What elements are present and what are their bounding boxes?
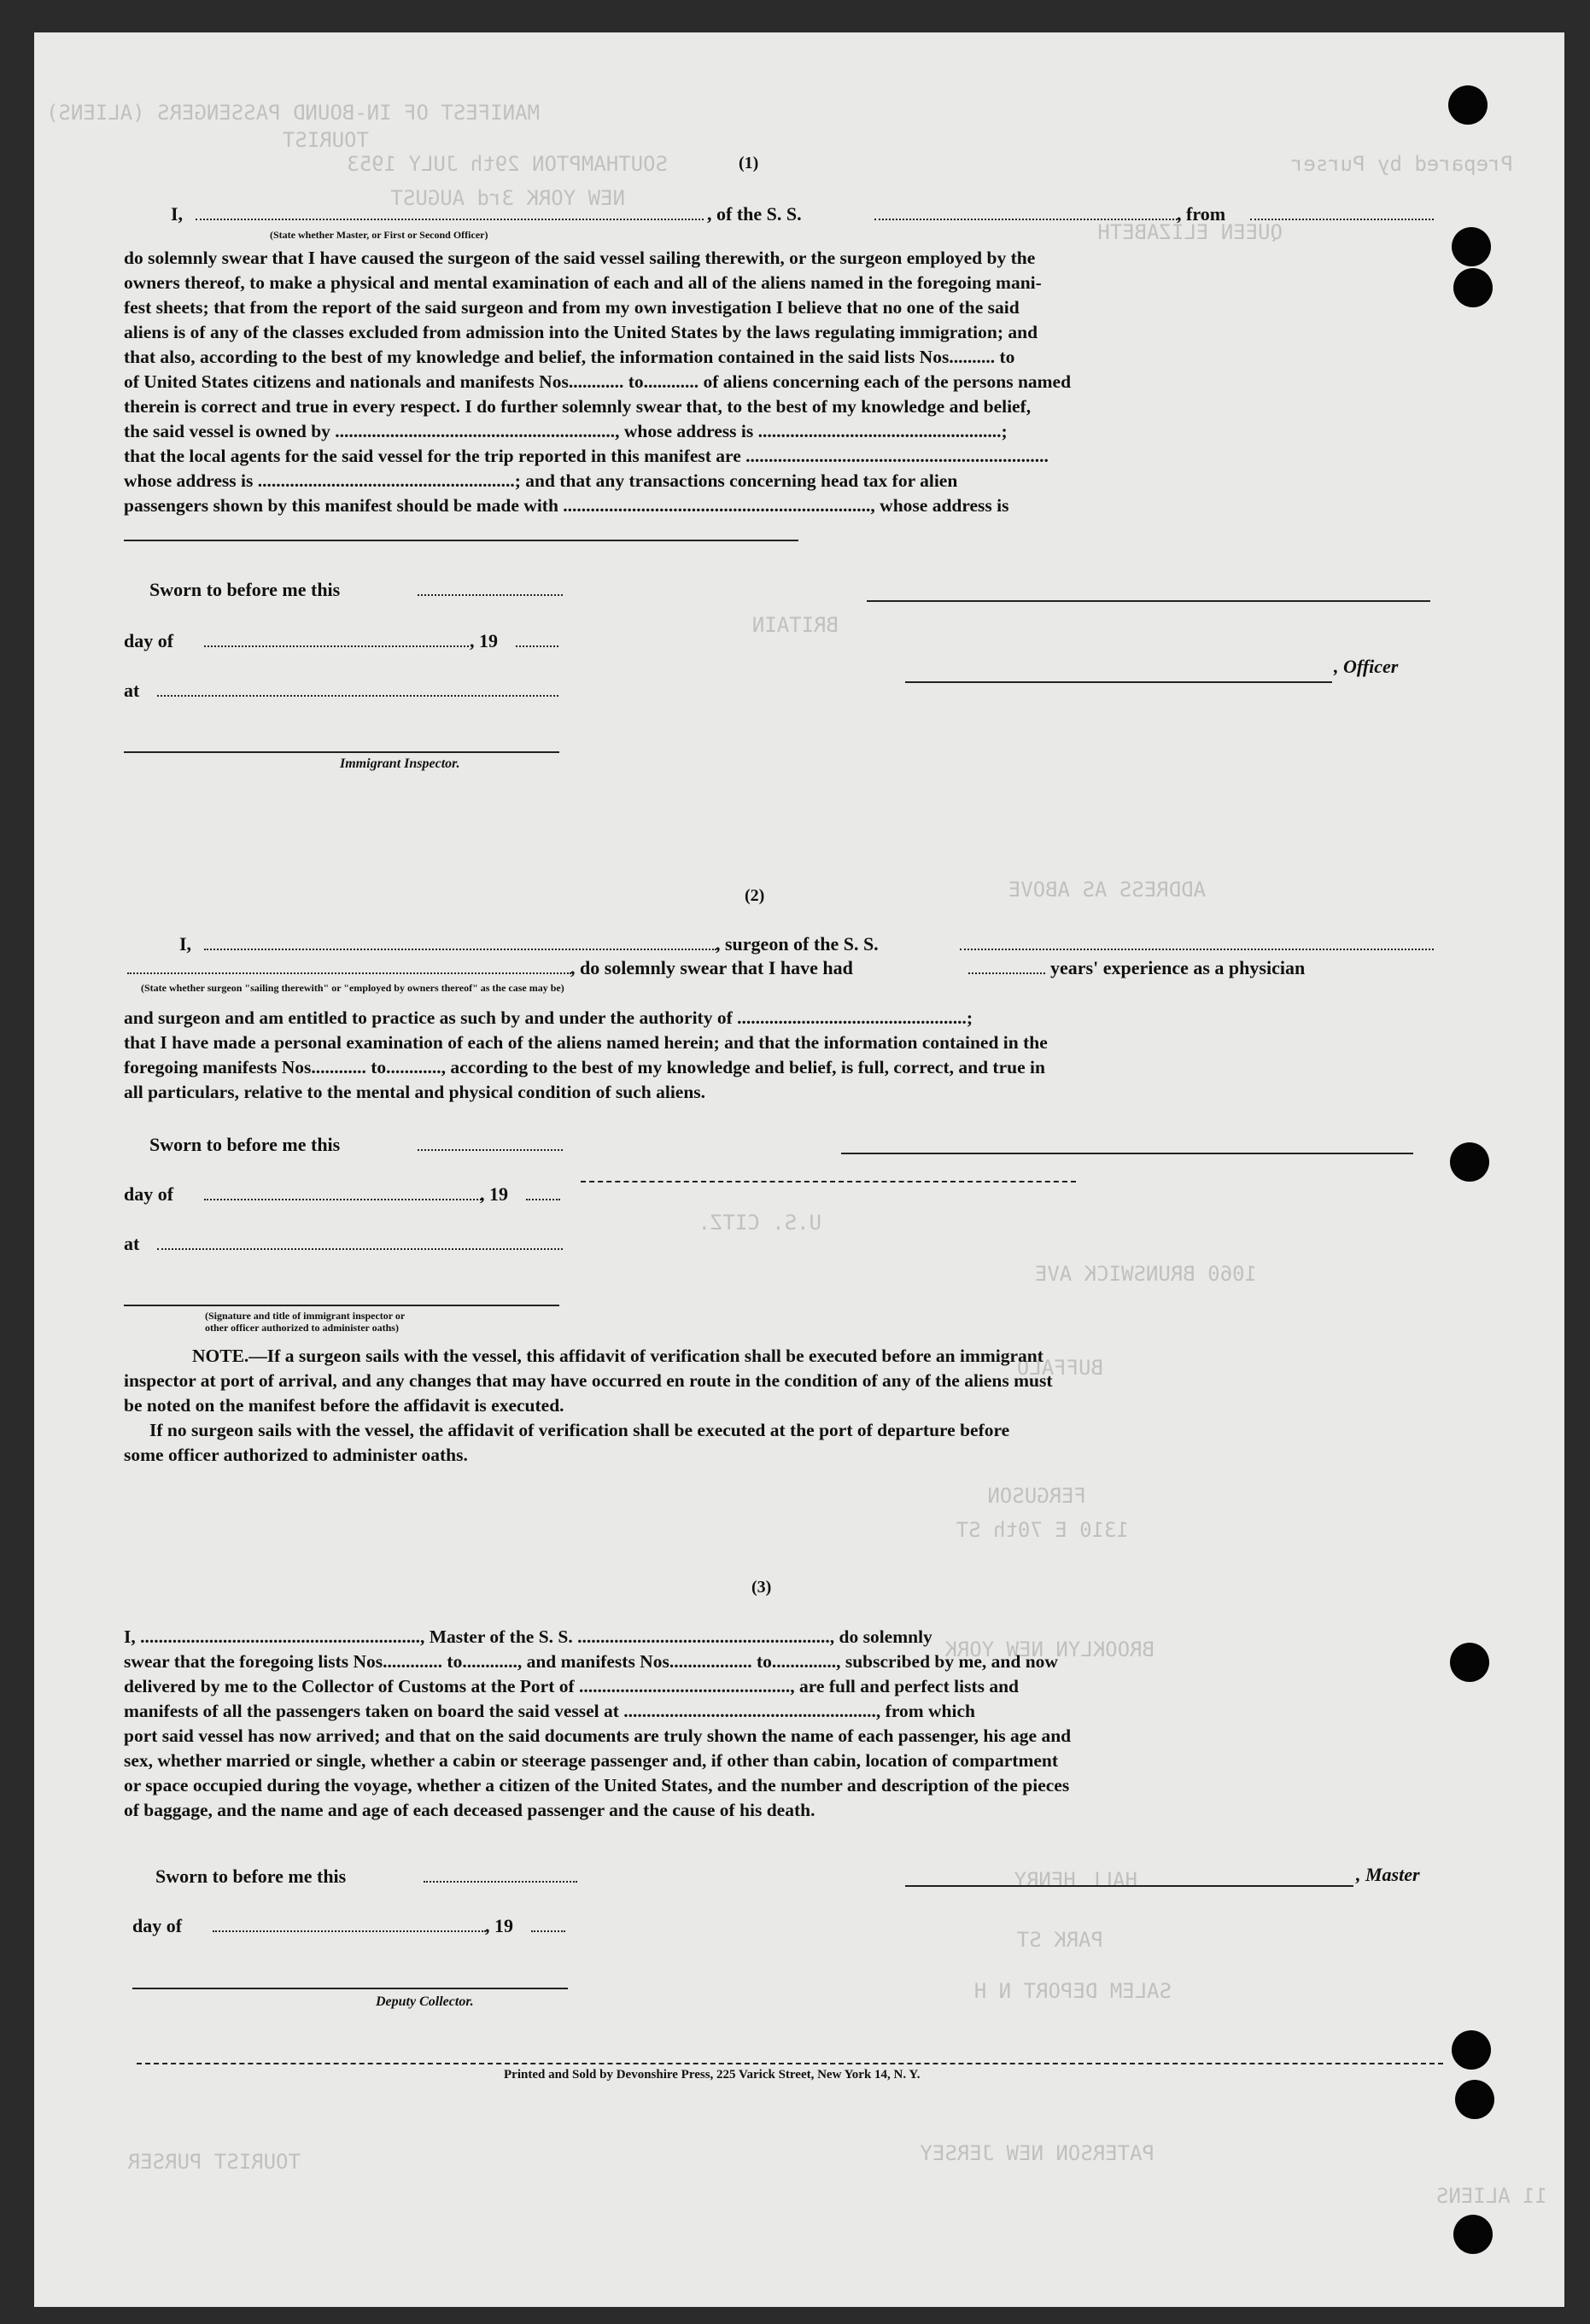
s2-day-label: day of	[124, 1183, 174, 1205]
s1-oath-paragraph	[124, 246, 1435, 518]
s1-at-blank	[157, 680, 558, 697]
bleed-text: U.S. CITZ.	[698, 1211, 821, 1235]
bleed-text: 11 ALIENS	[1435, 2184, 1547, 2208]
s2-sailing-blank	[127, 957, 571, 974]
s2-para-line: foregoing manifests Nos............ to............, according to the best of my knowledge and belief, is full, correct, and true in	[124, 1057, 1045, 1077]
s3-day-blank	[213, 1915, 486, 1932]
s2-i-label: I,	[179, 933, 192, 955]
s1-para-line: do solemnly swear that I have caused the surgeon of the said vessel sailing therewith, or the surgeon employed by the	[124, 248, 1036, 268]
s2-sig-note-2: other officer authorized to administer oaths)	[205, 1322, 399, 1334]
s1-address-line	[124, 540, 798, 541]
s3-para-line: of baggage, and the name and age of each deceased passenger and the cause of his death.	[124, 1800, 815, 1820]
s1-para-line: fest sheets; that from the report of the said surgeon and from my own investigation I believe that no one of the said	[124, 297, 1020, 318]
s1-i-label: I,	[171, 203, 184, 225]
punch-hole-icon	[1450, 1142, 1489, 1182]
s1-officer-blank	[196, 203, 704, 220]
s1-para-line: aliens is of any of the classes excluded from admission into the United States by the laws regulating immigration; and	[124, 322, 1038, 342]
s3-para-line: I, ............................................................., Master of the S. S. ......................................................., do solemnly	[124, 1626, 932, 1647]
bleed-text: BRITAIN	[751, 613, 839, 637]
s2-year-blank	[526, 1183, 560, 1200]
section-3-number: (3)	[751, 1578, 772, 1597]
s1-para-line: the said vessel is owned by ............................................................., whose address is .....................................................;	[124, 421, 1008, 441]
bleed-text: TOURIST PURSER	[127, 2150, 301, 2174]
s1-day-label: day of	[124, 630, 174, 651]
s2-years-blank	[968, 957, 1045, 974]
s3-para-line: swear that the foregoing lists Nos............. to............, and manifests Nos.................. to.............., subscribed by me, and now	[124, 1651, 1058, 1672]
punch-hole-icon	[1448, 85, 1488, 125]
s3-master-label: , Master	[1356, 1864, 1420, 1885]
s2-para-line: all particulars, relative to the mental and physical condition of such aliens.	[124, 1082, 706, 1102]
s1-para-line: that the local agents for the said vessel for the trip reported in this manifest are ..................................................................	[124, 446, 1049, 466]
section-2-number: (2)	[745, 886, 765, 905]
bleed-text: PARK ST	[1016, 1928, 1103, 1952]
s3-para-line: delivered by me to the Collector of Customs at the Port of .............................................., are full and perfect lists and	[124, 1676, 1020, 1696]
s1-inspector-label: Immigrant Inspector.	[340, 756, 460, 771]
s2-para-line: that I have made a personal examination of each of the aliens named herein; and that the information contained in the	[124, 1032, 1048, 1053]
bleed-text: PATERSON NEW JERSEY	[920, 2141, 1155, 2165]
punch-hole-icon	[1450, 1643, 1489, 1682]
s1-sworn-blank	[418, 579, 563, 596]
s2-vessel-blank	[960, 933, 1434, 950]
s1-day-blank	[204, 630, 469, 647]
s2-sworn-blank	[418, 1134, 563, 1151]
s3-year-blank	[531, 1915, 565, 1932]
footer-divider	[137, 2063, 1443, 2064]
bleed-text: 1060 BRUNSWICK AVE	[1034, 1262, 1257, 1286]
s1-officer-label: , Officer	[1334, 656, 1399, 677]
printer-footer: Printed and Sold by Devonshire Press, 225 Varick Street, New York 14, N. Y.	[504, 2068, 921, 2082]
s2-years-label: years' experience as a physician	[1050, 957, 1306, 978]
s2-surgeon-sig-line	[841, 1153, 1413, 1154]
s1-at-label: at	[124, 680, 140, 701]
s1-para-line: that also, according to the best of my knowledge and belief, the information contained in the said lists Nos.......... to	[124, 347, 1015, 367]
s3-year-label: , 19	[485, 1915, 513, 1936]
s1-para-line: owners thereof, to make a physical and mental examination of each and all of the aliens named in the foregoing mani-	[124, 272, 1042, 293]
punch-hole-icon	[1452, 227, 1491, 266]
s2-state-note: (State whether surgeon "sailing therewith" or "employed by owners thereof" as the case may be)	[141, 982, 564, 994]
s2-sworn-label: Sworn to before me this	[149, 1134, 341, 1155]
bleed-text: NEW YORK 3rd AUGUST	[390, 186, 625, 210]
s2-inspector-sig-line	[124, 1305, 559, 1306]
s1-para-line: therein is correct and true in every respect. I do further solemnly swear that, to the best of my knowledge and belief,	[124, 396, 1032, 417]
s1-of-ss-label: , of the S. S.	[707, 203, 802, 225]
s2-year-label: , 19	[480, 1183, 508, 1205]
s1-from-label: , from	[1177, 203, 1226, 225]
s3-oath-paragraph	[124, 1625, 1435, 1823]
bleed-text: TOURIST	[282, 128, 369, 152]
bleed-text: Prepared by Purser	[1290, 152, 1513, 176]
s1-sig-line-top	[867, 600, 1430, 602]
s3-para-line: port said vessel has now arrived; and that on the said documents are truly shown the name of each passenger, his age and	[124, 1725, 1072, 1746]
s2-note-line: inspector at port of arrival, and any changes that may have occurred en route in the condition of any of the aliens must	[124, 1370, 1053, 1391]
s1-para-line: whose address is ........................................................; and that any transactions concerning head tax for alien	[124, 470, 958, 491]
s2-note-line: be noted on the manifest before the affidavit is executed.	[124, 1395, 564, 1416]
s1-year-label: , 19	[470, 630, 498, 651]
s1-state-note: (State whether Master, or First or Second Officer)	[270, 229, 488, 241]
s2-note-paragraph	[124, 1344, 1435, 1468]
s2-para-line: and surgeon and am entitled to practice as such by and under the authority of ..................................................;	[124, 1007, 973, 1028]
bleed-text: MANIFEST OF IN-BOUND PASSENGERS (ALIENS)	[46, 101, 540, 125]
manifest-affidavit-page	[34, 32, 1564, 2307]
s2-name-blank	[204, 933, 716, 950]
s1-vessel-blank	[874, 203, 1178, 220]
s1-sworn-label: Sworn to before me this	[149, 579, 341, 600]
s2-note-line: NOTE.—If a surgeon sails with the vessel, this affidavit of verification shall be executed before an immigrant	[192, 1346, 1043, 1366]
s2-surgeon-label: , surgeon of the S. S.	[716, 933, 879, 955]
punch-hole-icon	[1455, 2080, 1494, 2119]
s1-officer-sig-line	[905, 681, 1332, 683]
s2-at-blank	[157, 1233, 563, 1250]
punch-hole-icon	[1453, 268, 1493, 307]
s2-at-label: at	[124, 1233, 140, 1254]
s2-sig-note-1: (Signature and title of immigrant inspector or	[205, 1310, 406, 1322]
s2-note-line: If no surgeon sails with the vessel, the affidavit of verification shall be executed at the port of departure before	[149, 1420, 1010, 1440]
s1-para-line: of United States citizens and nationals and manifests Nos............ to............ of aliens concerning each of the persons named	[124, 371, 1072, 392]
s3-para-line: manifests of all the passengers taken on board the said vessel at ......................................................., from which	[124, 1701, 975, 1721]
s2-day-blank	[204, 1183, 482, 1200]
s3-day-label: day of	[132, 1915, 183, 1936]
punch-hole-icon	[1453, 2215, 1493, 2254]
bleed-text: ADDRESS AS ABOVE	[1008, 878, 1206, 902]
bleed-text: SOUTHAMPTON 29th JULY 1953	[347, 152, 668, 176]
bleed-text: 1310 E 70th ST	[956, 1518, 1129, 1542]
s1-para-line: passengers shown by this manifest should be made with ..................................................................., whose address is	[124, 495, 1009, 516]
s3-sworn-label: Sworn to before me this	[155, 1866, 347, 1887]
bleed-text: HALL HENRY	[1014, 1868, 1137, 1892]
s3-sworn-blank	[424, 1866, 577, 1883]
s1-inspector-sig-line	[124, 751, 559, 753]
s1-year-blank	[516, 630, 558, 647]
s3-collector-sig-line	[132, 1988, 568, 1989]
s2-swear-label: , do solemnly swear that I have had	[570, 957, 853, 978]
s3-collector-label: Deputy Collector.	[376, 1994, 474, 2009]
s3-master-sig-line	[905, 1885, 1353, 1887]
s3-para-line: sex, whether married or single, whether a cabin or steerage passenger and, if other than cabin, location of compartment	[124, 1750, 1059, 1771]
bleed-text: QUEEN ELIZABETH	[1097, 220, 1283, 244]
bleed-text: BROOKLYN NEW YORK	[944, 1638, 1155, 1661]
punch-hole-icon	[1452, 2030, 1491, 2070]
s1-from-blank	[1250, 203, 1434, 220]
s3-para-line: or space occupied during the voyage, whether a citizen of the United States, and the number and description of the pieces	[124, 1775, 1070, 1796]
s2-divider	[581, 1181, 1076, 1182]
bleed-text: BUFFALO	[1016, 1356, 1103, 1380]
bleed-text: FERGUSON	[987, 1484, 1086, 1508]
section-1-number: (1)	[739, 154, 759, 172]
s2-note-line: some officer authorized to administer oaths.	[124, 1445, 468, 1465]
s2-oath-paragraph	[124, 1006, 1435, 1105]
bleed-text: SALEM DEPORT N H	[973, 1979, 1172, 2003]
